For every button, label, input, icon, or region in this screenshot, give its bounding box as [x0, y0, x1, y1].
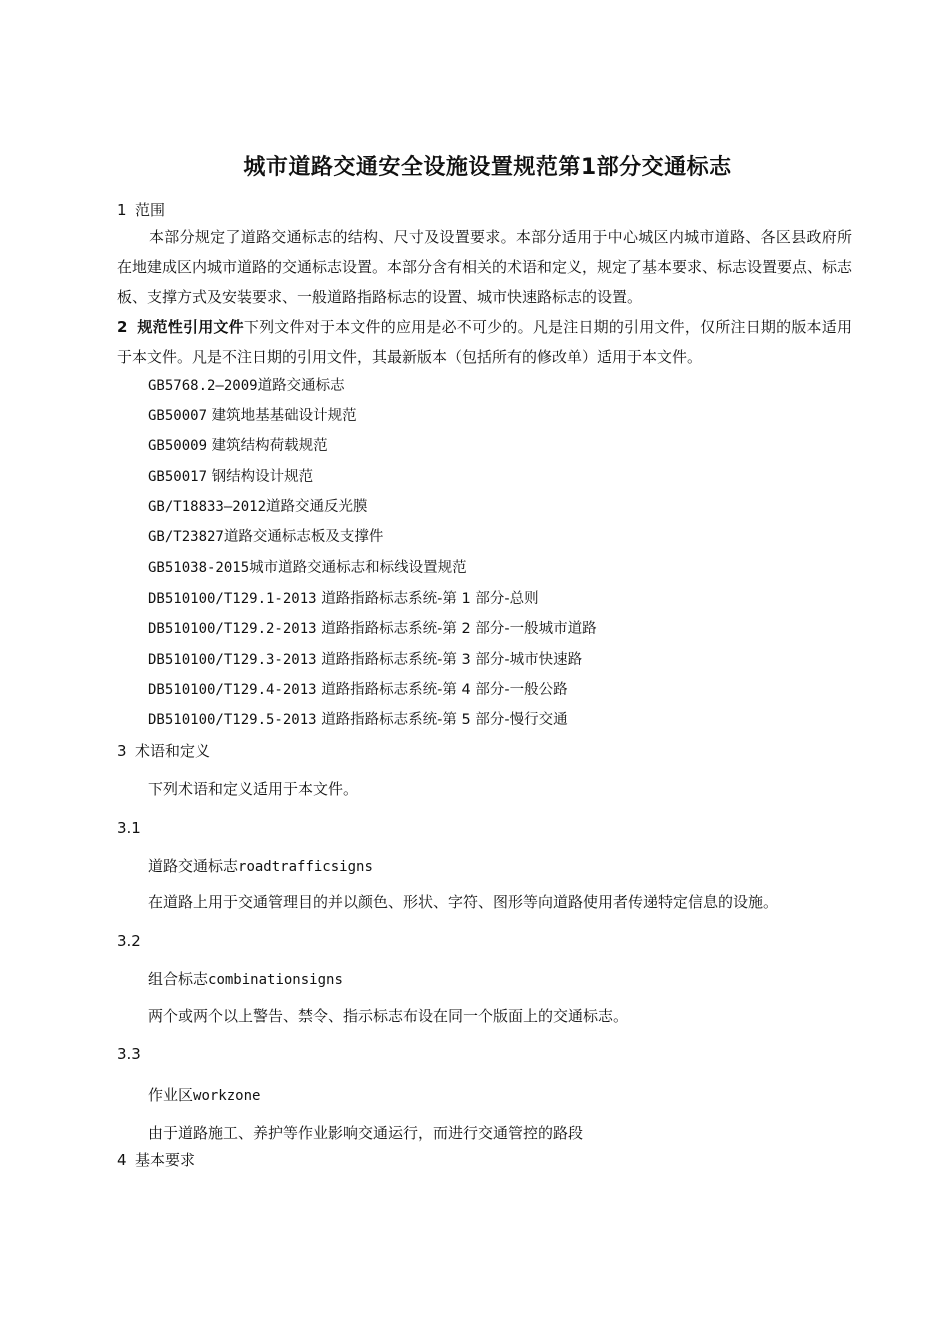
reference-item: [148, 650, 582, 670]
clause-number: 3.1: [117, 819, 141, 837]
section-title: 基本要求: [135, 1151, 196, 1169]
section-4-heading: [117, 1150, 195, 1170]
reference-name: 道路指路标志系统-第 2 部分-一般城市道路: [321, 621, 597, 637]
section-title: 范围: [135, 201, 166, 219]
section-3-heading: [117, 741, 210, 761]
reference-item: [148, 406, 357, 426]
reference-name: 道路指路标志系统-第 1 部分-总则: [321, 591, 539, 607]
reference-code: GB5768.2—2009: [148, 378, 258, 394]
term-en: workzone: [193, 1088, 261, 1104]
reference-name: 道路指路标志系统-第 3 部分-城市快速路: [321, 652, 583, 668]
term-heading: [148, 1085, 260, 1106]
term-en: roadtrafficsigns: [238, 859, 373, 875]
reference-item: [148, 467, 313, 487]
reference-name: 道路指路标志系统-第 4 部分-一般公路: [321, 682, 568, 698]
section-number: 2: [117, 318, 128, 336]
section-1-heading: [117, 200, 165, 220]
reference-code: GB50017: [148, 469, 208, 485]
reference-code: DB510100/T129.2-2013: [148, 621, 317, 637]
section-2-paragraph: [117, 312, 852, 372]
term-heading: [148, 856, 373, 877]
reference-code: DB510100/T129.4-2013: [148, 682, 317, 698]
term-en: combinationsigns: [208, 972, 343, 988]
section-title: 规范性引用文件: [137, 318, 244, 336]
section-3-intro: 下列术语和定义适用于本文件。: [148, 780, 359, 798]
term-definition: 由于道路施工、养护等作业影响交通运行，而进行交通管控的路段: [148, 1124, 584, 1142]
term-definition: 在道路上用于交通管理目的并以颜色、形状、字符、图形等向道路使用者传递特定信息的设施。: [148, 893, 779, 911]
reference-item: [148, 710, 568, 730]
reference-code: GB50009: [148, 438, 208, 454]
section-number: 1: [117, 201, 127, 219]
section-2-text: 下列文件对于本文件的应用是必不可少的。凡是注日期的引用文件，仅所注日期的版本适用于本文件。凡是不注日期的引用文件，其最新版本（包括所有的修改单）适用于本文件。: [117, 318, 852, 366]
section-title: 术语和定义: [135, 742, 211, 760]
reference-code: DB510100/T129.3-2013: [148, 652, 317, 668]
reference-name: 道路交通标志: [257, 378, 345, 394]
reference-code: DB510100/T129.5-2013: [148, 712, 317, 728]
section-number: 4: [117, 1151, 127, 1169]
clause-number: 3.3: [117, 1045, 141, 1063]
reference-name: 建筑地基基础设计规范: [211, 408, 357, 424]
reference-item: [148, 680, 568, 700]
reference-name: 建筑结构荷载规范: [211, 438, 328, 454]
section-number: 3: [117, 742, 127, 760]
reference-item: [148, 619, 597, 639]
reference-item: [148, 376, 345, 396]
reference-code: DB510100/T129.1-2013: [148, 591, 317, 607]
reference-name: 城市道路交通标志和标线设置规范: [249, 560, 467, 576]
term-zh: 作业区: [148, 1086, 194, 1104]
reference-item: [148, 589, 539, 609]
reference-name: 道路交通标志板及支撑件: [223, 529, 384, 545]
reference-item: [148, 558, 467, 578]
clause-number: 3.2: [117, 932, 141, 950]
section-1-paragraph: 本部分规定了道路交通标志的结构、尺寸及设置要求。本部分适用于中心城区内城市道路、各区县政府所在地建成区内城市道路的交通标志设置。本部分含有相关的术语和定义，规定了基本要求、标志设置要点、标志板、支撑方式及安装要求、一般道路指路标志的设置、城市快速路标志的设置。: [117, 228, 853, 306]
reference-item: [148, 497, 368, 517]
term-zh: 组合标志: [148, 970, 209, 988]
reference-code: GB/T18833—2012: [148, 499, 267, 515]
reference-item: [148, 436, 328, 456]
term-zh: 道路交通标志: [148, 857, 239, 875]
reference-item: [148, 527, 383, 547]
document-title: 城市道路交通安全设施设置规范第1部分交通标志: [243, 155, 732, 180]
term-definition: 两个或两个以上警告、禁令、指示标志布设在同一个版面上的交通标志。: [148, 1007, 629, 1025]
reference-code: GB/T23827: [148, 529, 224, 545]
reference-name: 道路交通反光膜: [266, 499, 368, 515]
reference-name: 钢结构设计规范: [211, 469, 314, 485]
term-heading: [148, 969, 343, 990]
reference-code: GB50007: [148, 408, 208, 424]
reference-name: 道路指路标志系统-第 5 部分-慢行交通: [321, 712, 568, 728]
reference-code: GB51038-2015: [148, 560, 250, 576]
